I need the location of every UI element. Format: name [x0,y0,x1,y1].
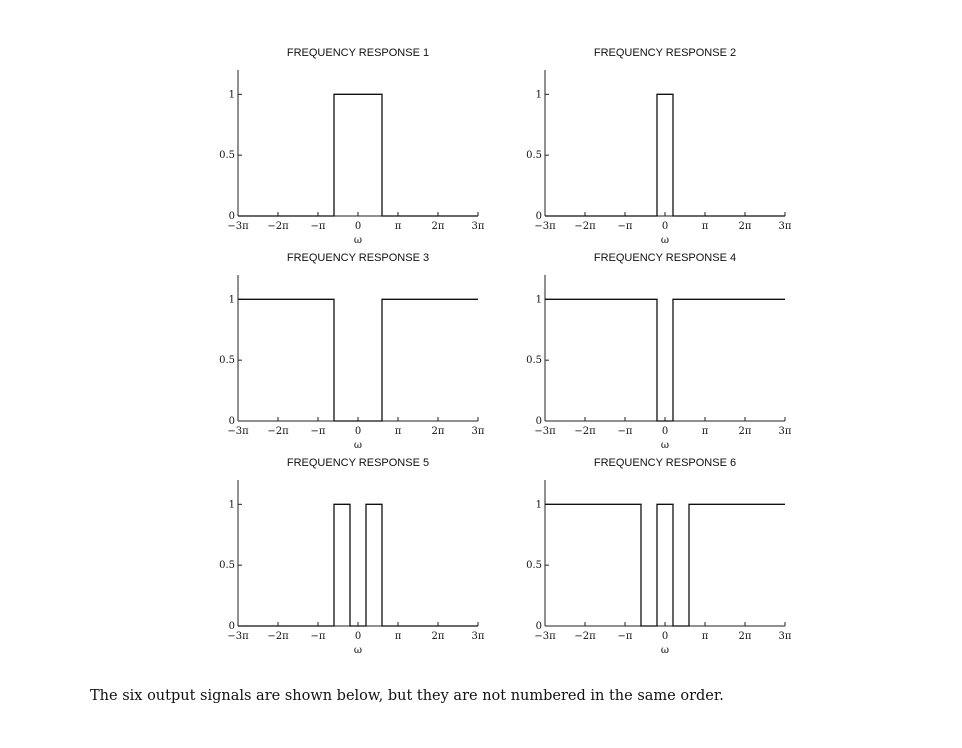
x-tick-label: π [701,426,709,437]
response-curve [545,504,785,626]
y-tick-label: 0 [228,211,235,222]
y-tick-label: 1 [228,499,235,511]
panel-2 [526,47,792,246]
response-curve [238,504,478,626]
y-tick-label: 1 [535,294,542,306]
x-tick-label: −2π [267,426,289,437]
caption-text: The six output signals are shown below, but they are not numbered in the same order. [90,688,724,704]
x-tick-label: −π [617,631,633,642]
x-tick-label: 3π [778,631,792,642]
x-tick-label: 0 [661,631,669,642]
y-tick-label: 1 [535,499,542,511]
x-tick-label: −π [310,426,326,437]
x-tick-label: 2π [738,631,752,642]
y-tick-label: 0 [535,416,542,427]
x-axis-label: ω [660,235,670,246]
x-tick-label: −π [310,221,326,232]
y-tick-label: 0 [228,416,235,427]
x-tick-label: 2π [738,221,752,232]
panel-4 [526,252,792,451]
x-tick-label: 2π [738,426,752,437]
panel-title: FREQUENCY RESPONSE 1 [286,47,430,59]
y-tick-label: 0.5 [219,560,235,572]
x-tick-label: π [394,631,402,642]
panel-1 [219,47,485,246]
x-axis-label: ω [660,440,670,451]
x-tick-label: 0 [661,426,669,437]
response-curve [238,299,478,421]
x-tick-label: −π [617,221,633,232]
x-tick-label: −2π [574,631,596,642]
y-tick-label: 0 [228,621,235,632]
y-tick-label: 0 [535,621,542,632]
x-tick-label: −2π [267,221,289,232]
x-axis-label: ω [660,645,670,656]
x-tick-label: −3π [534,631,556,642]
x-tick-label: π [394,426,402,437]
panel-title: FREQUENCY RESPONSE 2 [593,47,737,59]
x-tick-label: −3π [534,426,556,437]
panel-title: FREQUENCY RESPONSE 3 [286,252,430,264]
x-tick-label: −2π [574,221,596,232]
x-axis-label: ω [353,440,363,451]
y-tick-label: 0.5 [219,355,235,367]
x-tick-label: −π [617,426,633,437]
x-tick-label: 3π [471,221,485,232]
panel-5 [219,457,485,656]
y-tick-label: 1 [535,89,542,101]
x-tick-label: 3π [778,221,792,232]
y-tick-label: 0.5 [526,150,542,162]
response-curve [238,94,478,216]
y-tick-label: 0.5 [526,355,542,367]
x-tick-label: π [701,221,709,232]
y-tick-label: 1 [228,89,235,101]
panel-title: FREQUENCY RESPONSE 5 [286,457,430,469]
x-axis-label: ω [353,645,363,656]
x-tick-label: 3π [471,631,485,642]
panel-6 [526,457,792,656]
x-tick-label: 2π [431,426,445,437]
panel-title: FREQUENCY RESPONSE 4 [593,252,737,264]
x-tick-label: 0 [354,221,362,232]
x-tick-label: −3π [227,631,249,642]
x-tick-label: −2π [574,426,596,437]
y-tick-label: 1 [228,294,235,306]
response-curve [545,94,785,216]
y-tick-label: 0.5 [219,150,235,162]
response-curve [545,299,785,421]
x-tick-label: −π [310,631,326,642]
panel-title: FREQUENCY RESPONSE 6 [593,457,737,469]
x-tick-label: 3π [778,426,792,437]
x-tick-label: −3π [227,426,249,437]
x-tick-label: 0 [354,631,362,642]
x-tick-label: −3π [534,221,556,232]
y-tick-label: 0 [535,211,542,222]
x-tick-label: 3π [471,426,485,437]
y-tick-label: 0.5 [526,560,542,572]
x-tick-label: −3π [227,221,249,232]
x-tick-label: π [701,631,709,642]
x-tick-label: π [394,221,402,232]
x-tick-label: 0 [661,221,669,232]
x-tick-label: 2π [431,221,445,232]
x-tick-label: −2π [267,631,289,642]
x-tick-label: 2π [431,631,445,642]
panel-3 [219,252,485,451]
x-tick-label: 0 [354,426,362,437]
x-axis-label: ω [353,235,363,246]
